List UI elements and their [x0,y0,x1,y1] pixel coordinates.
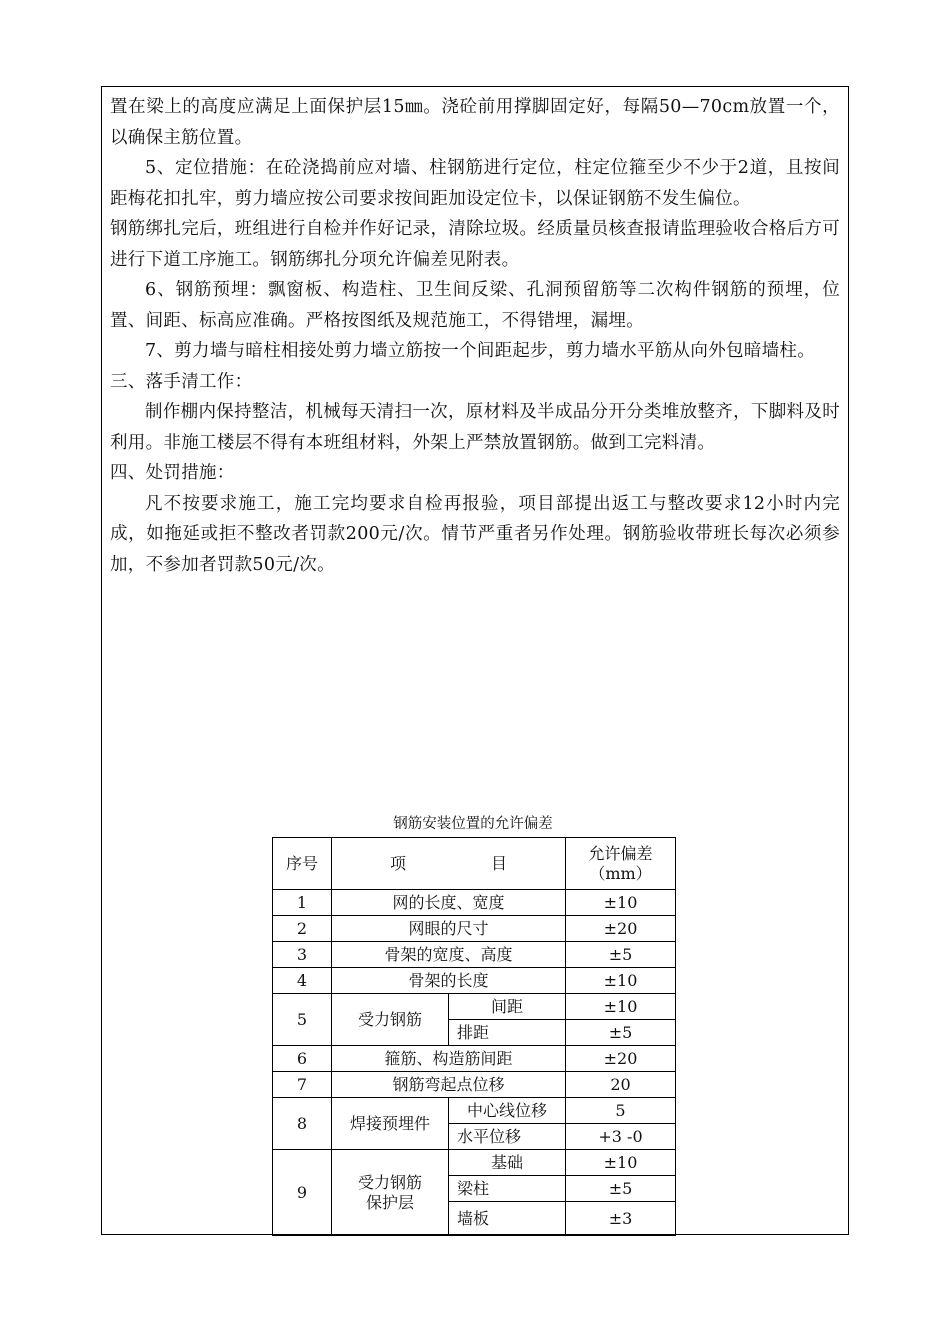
table-row: 排距 ±5 [273,1020,676,1046]
header-no: 序号 [273,838,332,890]
paragraph-cleanup: 制作棚内保持整洁，机械每天清扫一次，原材料及半成品分开分类堆放整齐，下脚料及时利用。非施工楼层不得有本班组材料，外架上严禁放置钢筋。做到工完料清。 [110,402,840,453]
table-row: 水平位移 +3 -0 [273,1124,676,1150]
paragraph-penalty: 凡不按要求施工，施工完均要求自检再报验，项目部提出返工与整改要求12小时内完成，如拖延或拒不整改者罚款200元/次。情节严重者另作处理。钢筋验收带班长每次必须参加，不参加者罚款50元/次。 [110,493,840,575]
header-tolerance: 允许偏差 （mm） [566,838,676,890]
table-row: 3 骨架的宽度、高度 ±5 [273,942,676,968]
table-row: 墙板 ±3 [273,1202,676,1236]
paragraph-shear-wall: 7、剪力墙与暗柱相接处剪力墙立筋按一个间距起步，剪力墙水平筋从向外包暗墙柱。 [145,341,816,361]
paragraph-embedding: 6、钢筋预埋：飘窗板、构造柱、卫生间反梁、孔洞预留筋等二次构件钢筋的预埋，位置、间距、标高应准确。严格按图纸及规范施工，不得错埋，漏埋。 [110,280,840,331]
paragraph-cover-height: 置在梁上的高度应满足上面保护层15㎜。浇砼前用撑脚固定好，每隔50—70cm放置一个，以确保主筋位置。 [110,97,840,148]
table-caption: 钢筋安装位置的允许偏差 [393,816,553,832]
table-row: 梁柱 ±5 [273,1176,676,1202]
table-row: 9 受力钢筋 保护层 基础 ±10 [273,1150,676,1176]
heading-penalty: 四、处罚措施： [110,463,235,483]
paragraph-positioning: 5、定位措施：在砼浇捣前应对墙、柱钢筋进行定位，柱定位箍至少不少于2道，且按间距梅花扣扎牢，剪力墙应按公司要求按间距加设定位卡，以保证钢筋不发生偏位。 [110,158,840,209]
heading-cleanup: 三、落手清工作： [110,371,253,392]
table-row: 5 受力钢筋 间距 ±10 [273,994,676,1020]
body-text [110,92,840,580]
cover-item: 受力钢筋 保护层 [332,1150,449,1236]
header-item: 项 目 [332,838,566,890]
table-row: 8 焊接预埋件 中心线位移 5 [273,1098,676,1124]
paragraph-self-check: 钢筋绑扎完后，班组进行自检并作好记录，清除垃圾。经质量员核查报请监理验收合格后方可进行下道工序施工。钢筋绑扎分项允许偏差见附表。 [110,219,840,270]
table-row: 7 钢筋弯起点位移 20 [273,1072,676,1098]
table-row: 6 箍筋、构造筋间距 ±20 [273,1046,676,1072]
table-row: 4 骨架的长度 ±10 [273,968,676,994]
table-row: 1 网的长度、宽度 ±10 [273,890,676,916]
table-row: 2 网眼的尺寸 ±20 [273,916,676,942]
table-header-row [273,838,676,890]
tolerance-table [272,837,676,1236]
